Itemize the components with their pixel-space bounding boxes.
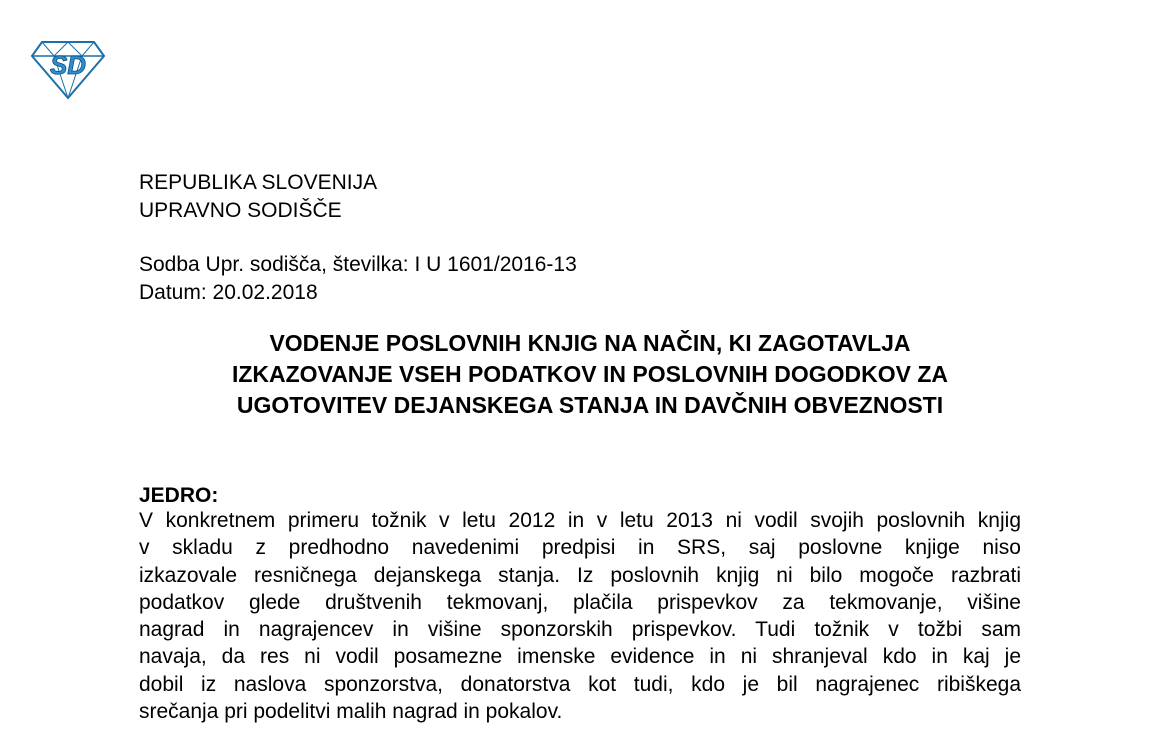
paragraph-line: nagrad in nagrajencev in višine sponzorskih prispevkov. Tudi tožnik v tožbi sam	[139, 618, 1021, 642]
case-meta	[139, 251, 577, 307]
paragraph-line: V konkretnem primeru tožnik v letu 2012 in v letu 2013 ni vodil svojih poslovnih knjig	[139, 509, 1021, 532]
title-line: UGOTOVITEV DEJANSKEGA STANJA IN DAVČNIH OBVEZNOSTI	[236, 392, 944, 418]
court-name: UPRAVNO SODIŠČE	[139, 199, 342, 222]
document-title	[100, 328, 1080, 421]
paragraph-line: navaja, da res ni vodil posamezne imenske evidence in ni shranjeval kdo in kaj je	[139, 645, 1021, 669]
sd-logo	[30, 40, 106, 100]
title-line: IZKAZOVANJE VSEH PODATKOV IN POSLOVNIH DOGODKOV ZA	[231, 361, 949, 387]
paragraph-line: dobil iz naslova sponzorstva, donatorstva kot tudi, kdo je bil nagrajenec ribiškega	[139, 672, 1021, 696]
core-paragraph	[139, 507, 1021, 725]
title-line: VODENJE POSLOVNIH KNJIG NA NAČIN, KI ZAGOTAVLJA	[269, 330, 911, 356]
case-number: Sodba Upr. sodišča, številka: I U 1601/2016-13	[139, 253, 577, 276]
document-header	[139, 169, 377, 225]
country-name: REPUBLIKA SLOVENIJA	[139, 171, 378, 194]
paragraph-line: izkazovale resničnega dejanskega stanja. Iz poslovnih knjig ni bilo mogoče razbrati	[139, 563, 1021, 587]
paragraph-line: podatkov glede društvenih tekmovanj, plačila prispevkov za tekmovanje, višine	[139, 590, 1021, 614]
paragraph-line: srečanja pri podelitvi malih nagrad in pokalov.	[139, 700, 563, 724]
case-date: Datum: 20.02.2018	[139, 281, 318, 304]
sd-diamond-logo-icon	[30, 40, 106, 100]
core-heading: JEDRO:	[139, 484, 219, 507]
logo-text: SD	[49, 50, 87, 80]
paragraph-line: v skladu z predhodno navedenimi predpisi in SRS, saj poslovne knjige niso	[139, 536, 1021, 560]
